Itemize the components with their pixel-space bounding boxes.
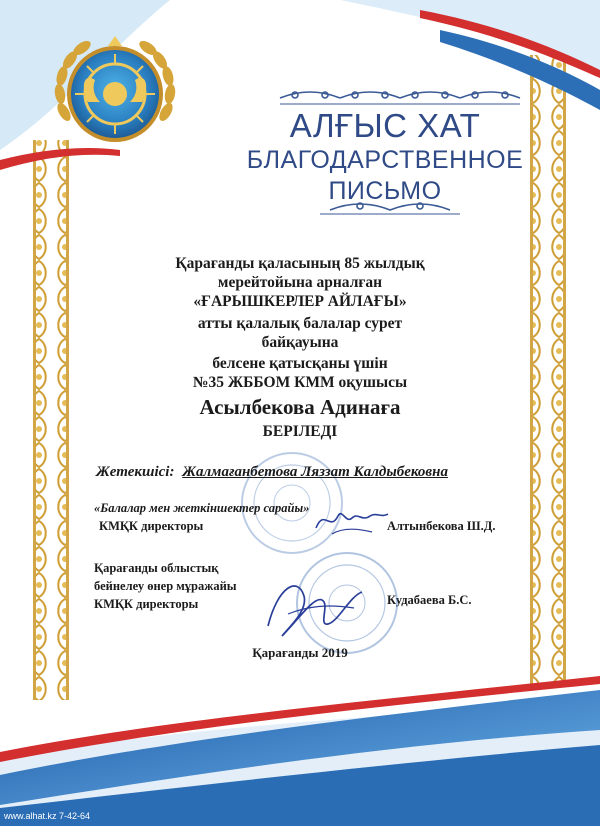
body-line-1: Қарағанды қаласының 85 жылдық: [175, 255, 425, 272]
title-kazakh: АЛҒЫС ХАТ: [289, 107, 481, 144]
supervisor-name: Жалмағанбетова Ляззат Калдыбековна: [182, 464, 448, 480]
body-line-3: «ҒАРЫШКЕРЛЕР АЙЛАҒЫ»: [193, 293, 407, 310]
signatory1-name: Алтынбекова Ш.Д.: [387, 519, 496, 533]
signatory2-name: Кудабаева Б.С.: [387, 593, 472, 607]
supervisor-line: [96, 464, 448, 481]
body-line-2: мерейтойына арналған: [217, 274, 383, 291]
title-russian-line2: ПИСЬМО: [328, 177, 442, 205]
printer-credit: www.alhat.kz 7-42-64: [4, 811, 91, 821]
signatory1-role: КМҚК директоры: [99, 519, 204, 533]
signature-2: [258, 566, 368, 646]
place-year: Қарағанды 2019: [252, 645, 348, 660]
title-russian-line1: БЛАГОДАРСТВЕННОЕ: [246, 146, 524, 174]
signatory2-org-line2: бейнелеу өнер мұражайы: [94, 579, 237, 593]
signatory2-role: КМҚК директоры: [94, 597, 199, 611]
signatory2-org-line1: Қарағанды облыстық: [94, 561, 219, 575]
signatory1-org: «Балалар мен жеткіншектер сарайы»: [94, 501, 310, 515]
filigree-ornament: [280, 92, 520, 104]
body-line-6: белсене қатысқаны үшін: [212, 355, 388, 372]
body-line-7: №35 ЖББОМ КММ оқушысы: [192, 374, 408, 391]
recipient-name: Асылбекова Адинаға: [199, 395, 401, 419]
body-line-4: атты қалалық балалар сурет: [197, 315, 403, 332]
left-gold-ornament: [36, 140, 66, 700]
awarded-text: БЕРІЛЕДІ: [262, 423, 338, 440]
signature-1: [312, 498, 392, 540]
state-emblem: [50, 32, 180, 157]
supervisor-label: Жетекшісі:: [96, 464, 175, 480]
body-line-5: байқауына: [261, 334, 339, 351]
